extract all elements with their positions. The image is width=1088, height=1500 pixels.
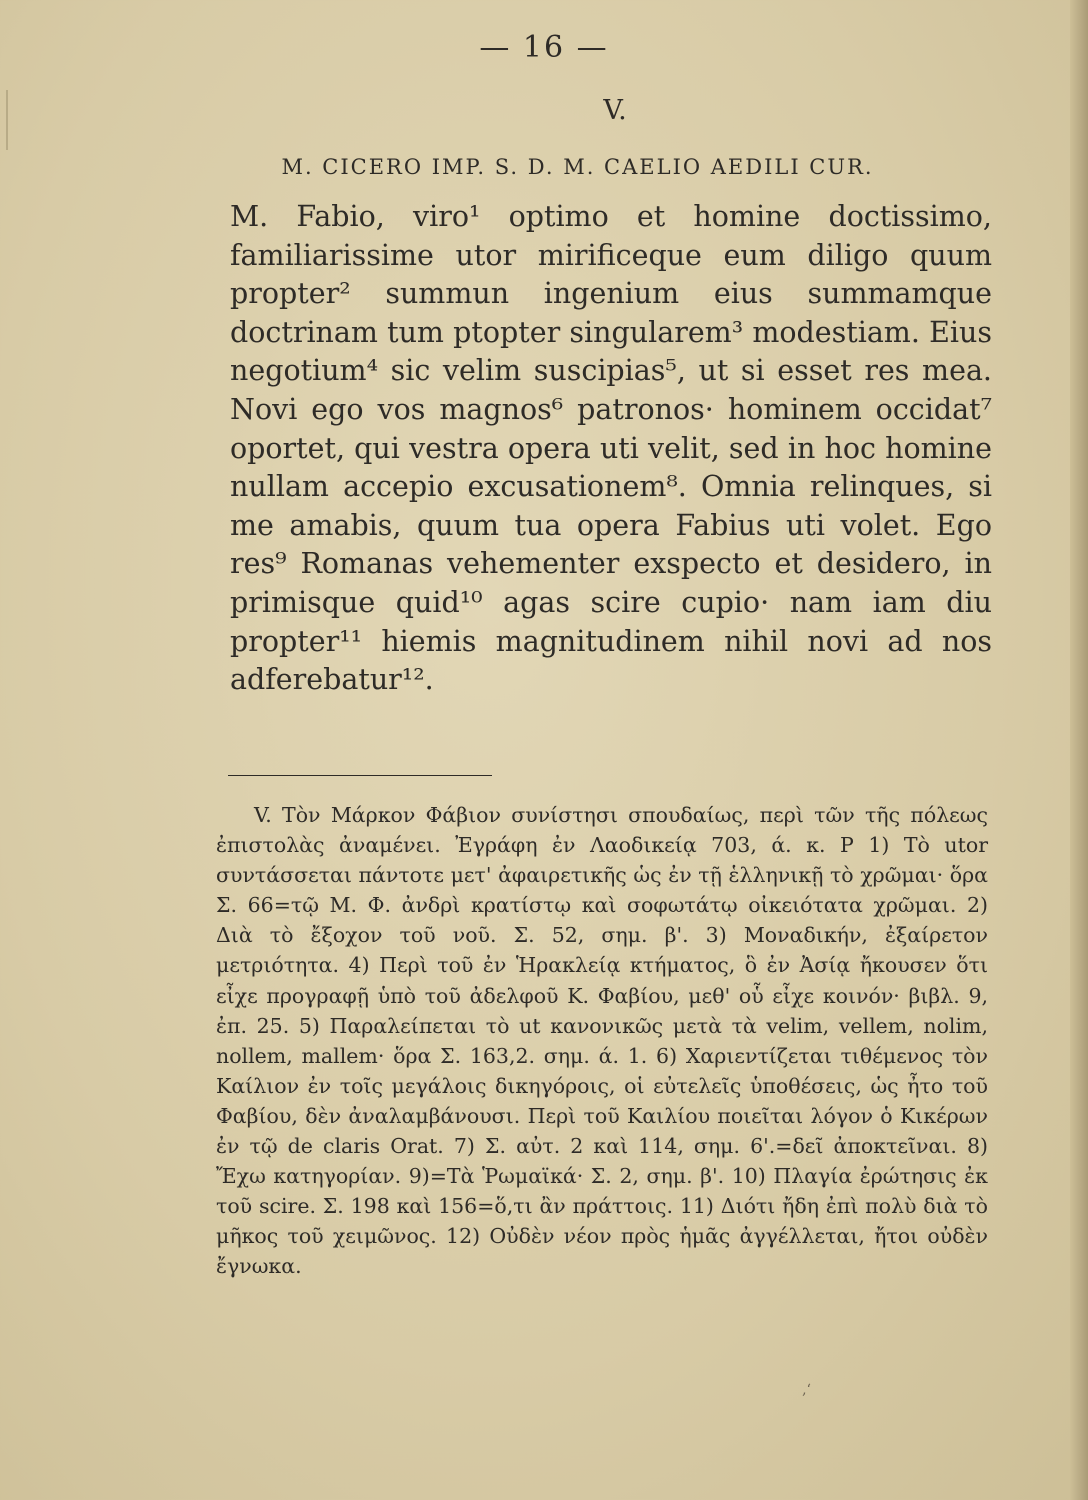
stray-ink-mark: ‚‘	[802, 1382, 811, 1398]
letter-body	[230, 198, 992, 700]
letter-heading: M. CICERO IMP. S. D. M. CAELIO AEDILI CUR.	[281, 155, 874, 179]
page-number: — 16 —	[479, 30, 609, 65]
footnote-rule	[228, 775, 492, 776]
book-spine-shadow	[1070, 0, 1088, 1500]
commentary-notes	[216, 800, 988, 1282]
section-number: V.	[603, 95, 627, 126]
letter-text: M. Fabio, viro¹ optimo et homine doctissimo, familiarissime utor mirificeque eum diligo quum propter² summun ingenium eius summamque doctrinam tum ptopter singularem³ modestiam. Eius negotium⁴ sic velim suscipias⁵, ut si esset res mea. Novi ego vos magnos⁶ patronos· hominem occidat⁷ oportet, qui vestra opera uti velit, sed in hoc homine nullam accepio excusationem⁸. Omnia relinques, si me amabis, quum tua opera Fabius uti volet. Ego res⁹ Romanas vehementer exspecto et desidero, in primisque quid¹⁰ agas scire cupio· nam iam diu propter¹¹ hiemis magnitudinem nihil novi ad nos adferebatur¹².	[230, 200, 992, 697]
notes-text: V. Τὸν Μάρκον Φάβιον συνίστησι σπουδαίως, περὶ τῶν τῆς πόλεως ἐπιστολὰς ἀναμένει. Ἐγράφη ἐν Λαοδικείᾳ 703, ά. κ. Ρ 1) Τὸ utor συντάσσεται πάντοτε μετ' ἀφαιρετικῆς ὡς ἐν τῇ ἑλληνικῇ τὸ χρῶμαι· ὅρα Σ. 66=τῷ Μ. Φ. ἀνδρὶ κρατίστῳ καὶ σοφωτάτῳ οἰκειότατα χρῶμαι. 2) Διὰ τὸ ἔξοχον τοῦ νοῦ. Σ. 52, σημ. β'. 3) Μοναδικήν, ἐξαίρετον μετριότητα. 4) Περὶ τοῦ ἐν Ἡρακλείᾳ κτήματος, ὃ ἐν Ἀσίᾳ ἤκουσεν ὅτι εἶχε προγραφῇ ὑπὸ τοῦ ἀδελφοῦ Κ. Φαβίου, μεθ' οὗ εἶχε κοινόν· βιβλ. 9, ἐπ. 25. 5) Παραλείπεται τὸ ut κανονικῶς μετὰ τὰ velim, vellem, nolim, nollem, mallem· ὅρα Σ. 163,2. σημ. ά. 1. 6) Χαριεντίζεται τιθέμενος τὸν Καίλιον ἐν τοῖς μεγάλοις δικηγόροις, οἱ εὐτελεῖς ὑποθέσεις, ὡς ἦτο τοῦ Φαβίου, δὲν ἀναλαμβάνουσι. Περὶ τοῦ Καιλίου ποιεῖται λόγον ὁ Κικέρων ἐν τῷ de claris Orat. 7) Σ. αὐτ. 2 καὶ 114, σημ. 6'.=δεῖ ἀποκτεῖναι. 8) Ἔχω κατηγορίαν. 9)=Τὰ Ῥωμαϊκά· Σ. 2, σημ. β'. 10) Πλαγία ἐρώτησις ἐκ τοῦ scire. Σ. 198 καὶ 156=ὅ,τι ἂν πράττοις. 11) Διότι ἤδη ἐπὶ πολὺ διὰ τὸ μῆκος τοῦ χειμῶνος. 12) Οὐδὲν νέον πρὸς ἡμᾶς ἀγγέλλεται, ἤτοι οὐδὲν ἔγνωκα.	[216, 803, 988, 1279]
